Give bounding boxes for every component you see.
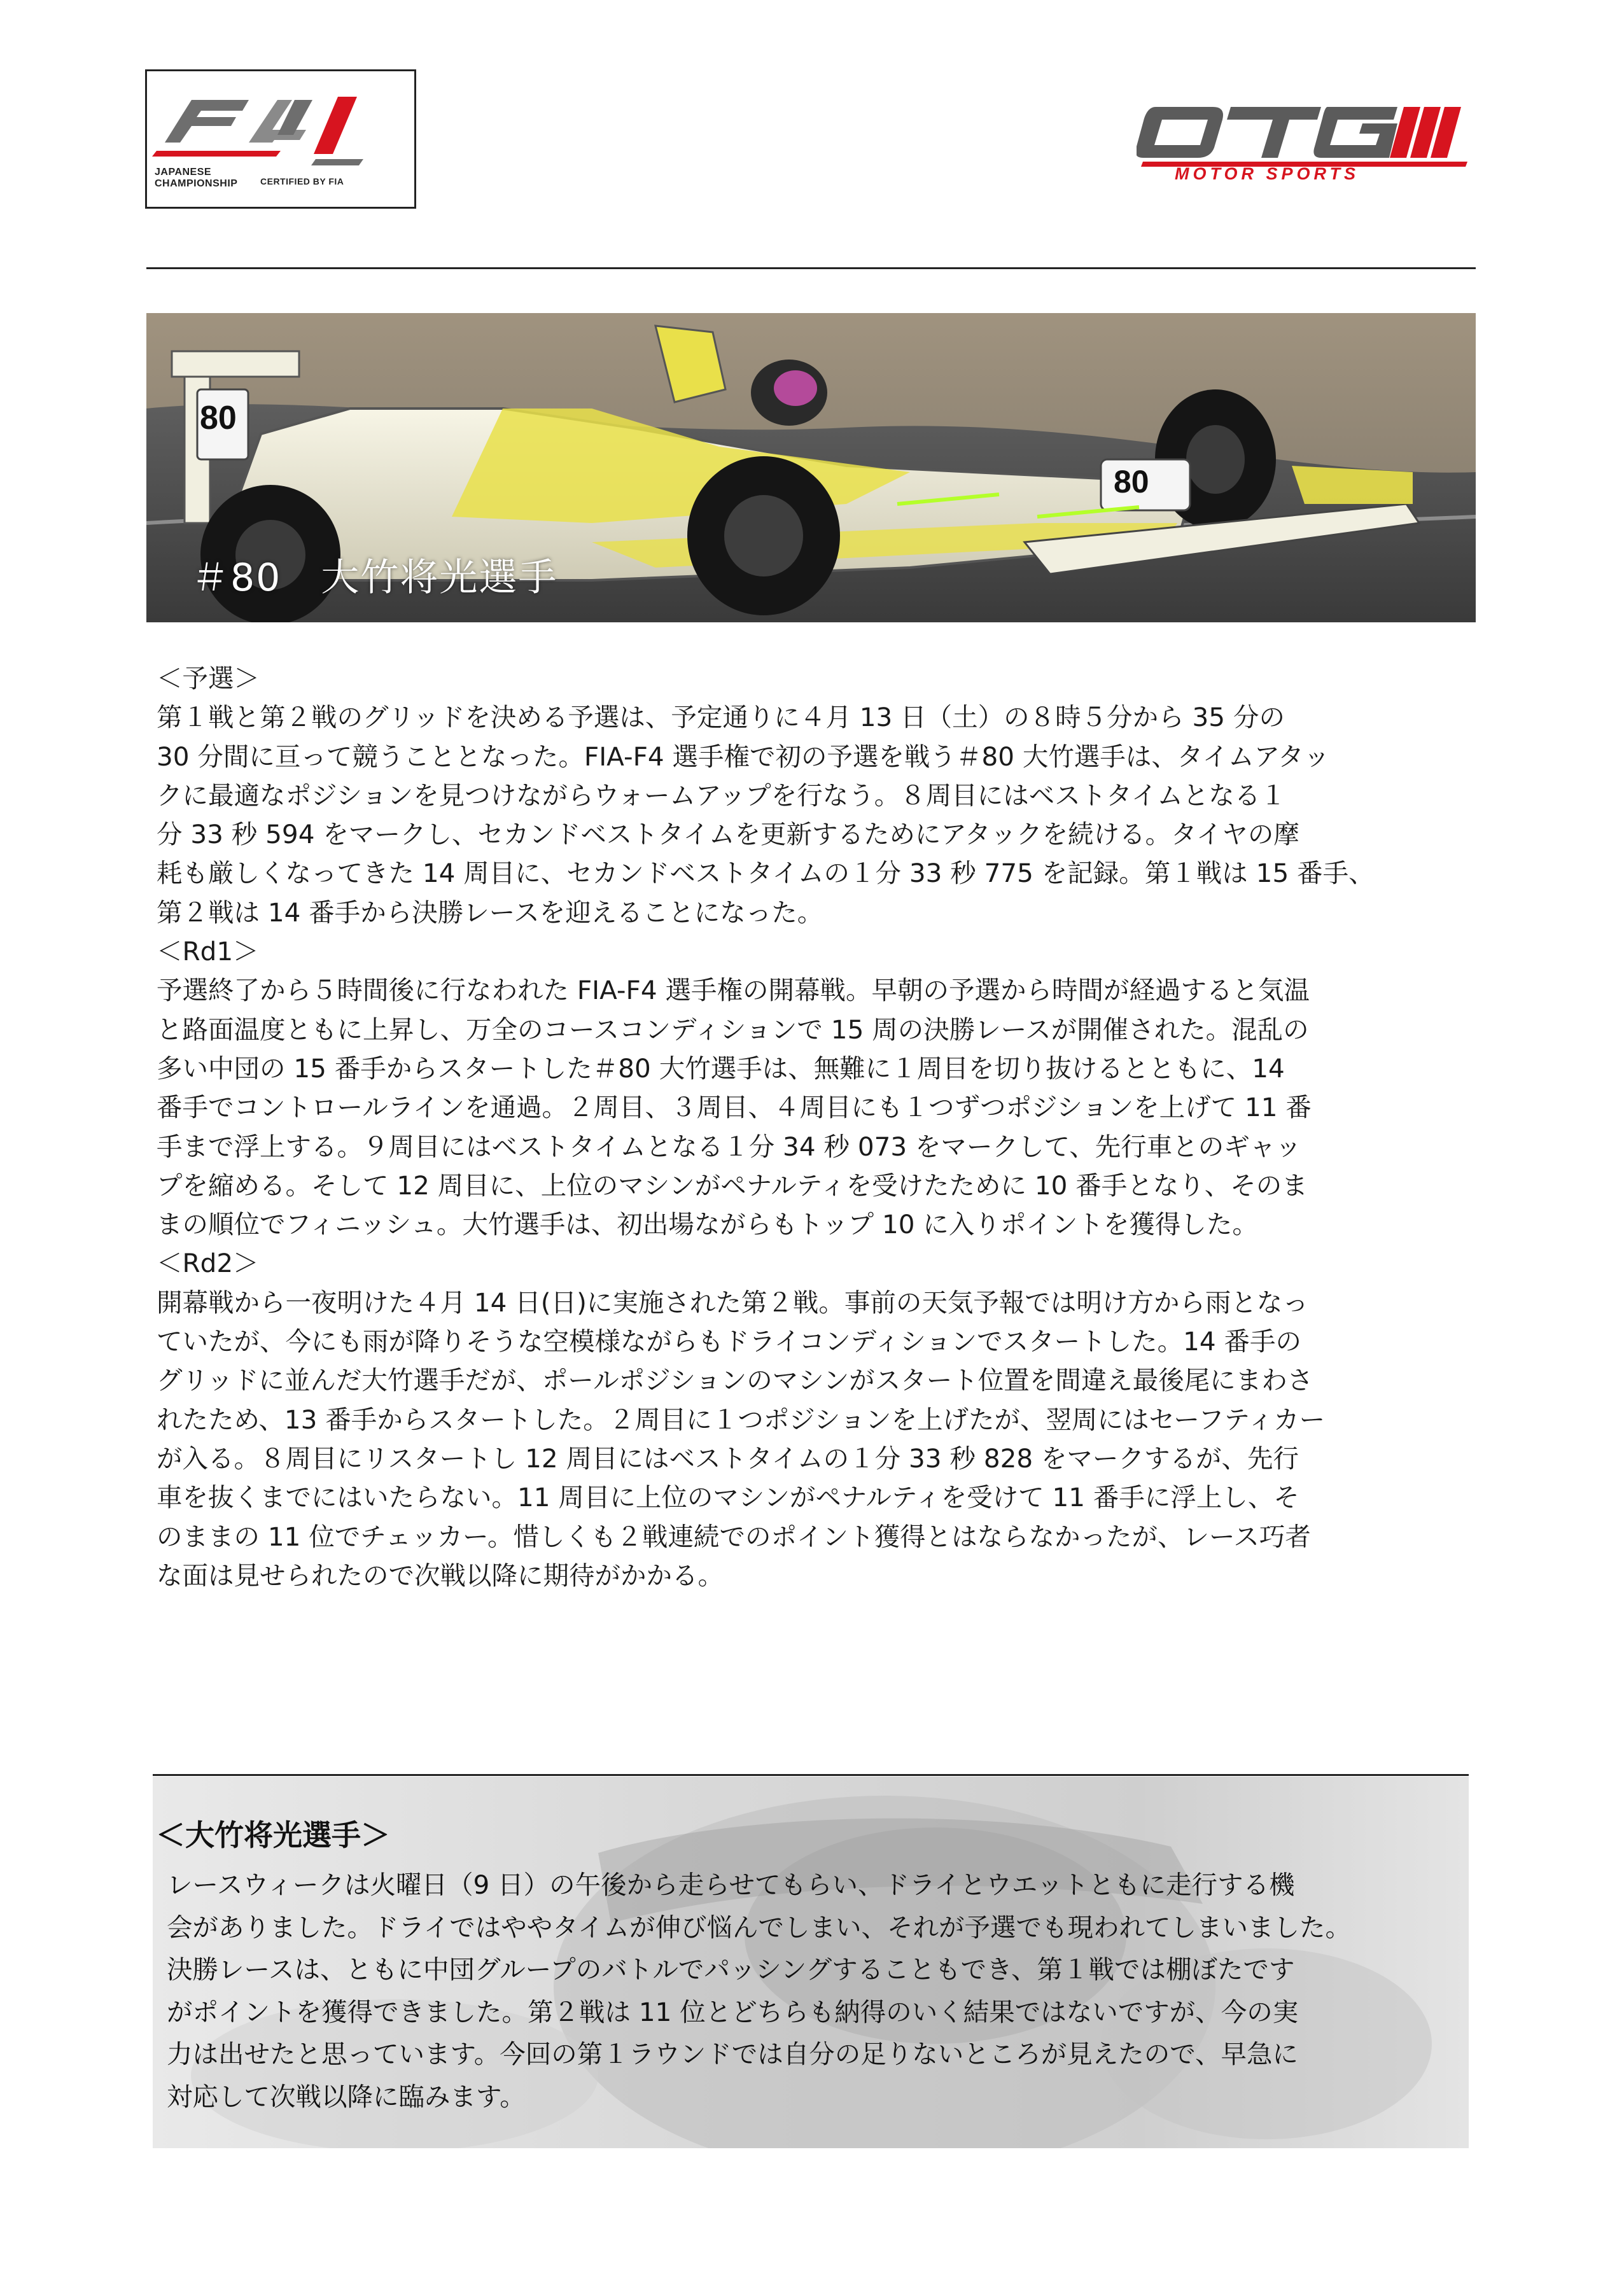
article-line: グリッドに並んだ大竹選手だが、ポールポジションのマシンがスタート位置を間違え最後尾にまわさ xyxy=(157,1365,1313,1396)
hero-caption: ＃80 大竹将光選手 xyxy=(191,556,558,600)
article-line: 30 分間に亘って競うこととなった。FIA-F4 選手権で初の予選を戦う＃80 大竹選手は、タイムアタッ xyxy=(157,741,1330,772)
comment-line: 対応して次戦以降に臨みます。 xyxy=(167,2081,526,2112)
comment-body xyxy=(167,1864,1465,2118)
article-line: 分 33 秒 594 をマークし、セカンドベストタイムを更新するためにアタックを続ける。タイヤの摩 xyxy=(157,819,1299,850)
article-line: 手まで浮上する。９周目にはベストタイムとなる１分 34 秒 073 をマークして、先行車とのギャッ xyxy=(157,1131,1301,1162)
comment-divider xyxy=(153,1774,1469,1776)
f4-championship-logo xyxy=(145,69,416,209)
article-line: 第２戦は 14 番手から決勝レースを迎えることになった。 xyxy=(157,897,823,928)
nose-car-number: 80 xyxy=(1114,464,1149,500)
article-line: と路面温度ともに上昇し、万全のコースコンディションで 15 周の決勝レースが開催された。混乱の xyxy=(157,1014,1309,1045)
article-line: のままの 11 位でチェッカー。惜しくも２戦連続でのポイント獲得とはならなかったが、レース巧者 xyxy=(157,1521,1311,1552)
article-line: 車を抜くまでにはいたらない。11 周目に上位のマシンがペナルティを受けて 11 番手に浮上し、そ xyxy=(157,1482,1299,1513)
article-line: まの順位でフィニッシュ。大竹選手は、初出場ながらもトップ 10 に入りポイントを獲得した。 xyxy=(157,1209,1258,1240)
comment-line: 力は出せたと思っています。今回の第１ラウンドでは自分の足りないところが見えたので、早急に xyxy=(167,2039,1298,2069)
article-line: 耗も厳しくなってきた 14 周目に、セカンドベストタイムの１分 33 秒 775 を記録。第１戦は 15 番手、 xyxy=(157,858,1375,889)
hero-photo xyxy=(146,313,1476,622)
logo-text-japanese: JAPANESE xyxy=(155,167,212,178)
article-body xyxy=(157,659,1480,1595)
comment-line: がポイントを獲得できました。第２戦は 11 位とどちらも納得のいく結果ではないですが、今の実 xyxy=(167,1996,1299,2027)
comment-line: 会がありました。ドライではややタイムが伸び悩んでしまい、それが予選でも現われてしまいました。 xyxy=(167,1911,1351,1943)
article-line: が入る。８周目にリスタートし 12 周目にはベストタイムの１分 33 秒 828 をマークするが、先行 xyxy=(157,1443,1299,1474)
article-line: ていたが、今にも雨が降りそうな空模様ながらもドライコンディションでスタートした。14 番手の xyxy=(157,1326,1302,1357)
comment-line: レースウィークは火曜日（9 日）の午後から走らせてもらい、ドライとウエットともに走行する機 xyxy=(167,1869,1295,1900)
article-line: 多い中団の 15 番手からスタートした＃80 大竹選手は、無難に１周目を切り抜けるとともに、14 xyxy=(157,1052,1285,1084)
article-line: 第１戦と第２戦のグリッドを決める予選は、予定通りに４月 13 日（土）の８時５分から 35 分の xyxy=(157,702,1285,733)
rear-car-number: 80 xyxy=(200,400,237,437)
logo-text-championship: CHAMPIONSHIP xyxy=(155,178,238,189)
logo-text-certified: CERTIFIED BY FIA xyxy=(260,176,344,186)
otg-motorsports-logo xyxy=(1137,95,1480,185)
header-divider xyxy=(146,267,1476,269)
article-line: クに最適なポジションを見つけながらウォームアップを行なう。８周目にはベストタイムとなる１ xyxy=(157,779,1286,811)
article-line: な面は見せられたので次戦以降に期待がかかる。 xyxy=(157,1560,724,1591)
article-line: 番手でコントロールラインを通過。２周目、３周目、４周目にも１つずつポジションを上げて 11 番 xyxy=(157,1092,1312,1123)
article-line: れたため、13 番手からスタートした。２周目に１つポジションを上げたが、翌周にはセーフティカー xyxy=(157,1404,1326,1435)
article-line: プを縮める。そして 12 周目に、上位のマシンがペナルティを受けたために 10 番手となり、そのま xyxy=(157,1170,1308,1201)
article-line: 予選終了から５時間後に行なわれた FIA-F4 選手権の開幕戦。早朝の予選から時間が経過すると気温 xyxy=(157,975,1310,1006)
article-line: ＜予選＞ xyxy=(157,663,260,694)
article-line: ＜Rd2＞ xyxy=(157,1248,259,1279)
comment-title: ＜大竹将光選手＞ xyxy=(156,1818,390,1852)
comment-line: 決勝レースは、ともに中団グループのバトルでパッシングすることもでき、第１戦では棚ぼたです xyxy=(167,1954,1295,1985)
article-line: ＜Rd1＞ xyxy=(157,936,259,967)
article-line: 開幕戦から一夜明けた４月 14 日(日)に実施された第２戦。事前の天気予報では明け方から雨となっ xyxy=(157,1287,1308,1318)
otg-subtitle: MOTOR SPORTS xyxy=(1175,164,1360,183)
